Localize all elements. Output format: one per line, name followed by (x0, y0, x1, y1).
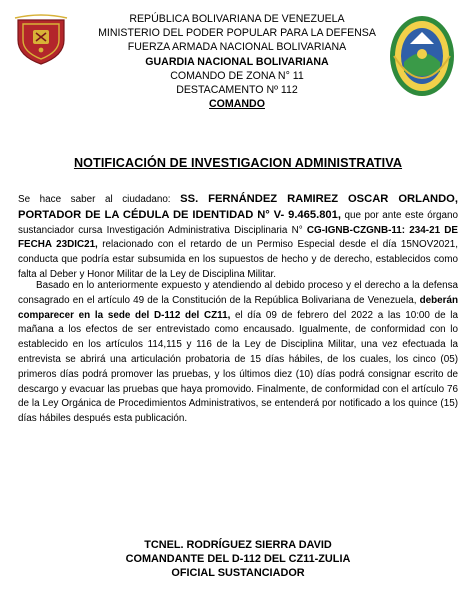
header-line-fanb: FUERZA ARMADA NACIONAL BOLIVARIANA (127, 41, 347, 54)
header-line-zona: COMANDO DE ZONA N° 11 (170, 69, 304, 82)
signature-role: OFICIAL SUSTANCIADOR (171, 566, 305, 579)
p2-intro: Basado en lo anteriormente expuesto y atendiendo al debido proceso y el derecho a la defensa consagrado en el artículo 49 de la Constitución de la República Bolivariana de Venezuela, (18, 280, 458, 306)
paragraph-notice (18, 192, 458, 283)
p1-intro: Se hace saber al ciudadano: (18, 194, 181, 205)
header-line-republic: REPÚBLICA BOLIVARIANA DE VENEZUELA (129, 13, 345, 25)
header-line-comando: COMANDO (209, 98, 265, 111)
p1-body: que por ante este órgano sustanciador cursa Investigación Administrativa Disciplinaria N° (18, 209, 458, 236)
p1-case-number: CG-IGNB-CZGNB-11: 234-21 DE FECHA 23DIC21, (18, 224, 458, 251)
p2-appearance: deberán comparecer en la sede del D-112 del CZ11, (18, 294, 458, 321)
signature-block (0, 539, 476, 580)
p1-citizen-name: SS. FERNÁNDEZ RAMIREZ OSCAR ORLANDO, PORTADOR DE LA CÉDULA DE IDENTIDAD N° V- 9.465.801, (18, 193, 458, 221)
header-line-destacamento: DESTACAMENTO Nº 112 (176, 84, 298, 97)
p2-body: el día 09 de febrero del 2022 a las 10:00 de la mañana a los efectos de ser entrevistado como encausado. Igualmente, de conformidad con lo establecido en los artículos 114,115 y 116 de la Ley de Disciplina Militar, una vez efectuada la entrevista se abrirá una articulación probatoria de 15 días hábiles, de los cuales, los cinco (05) primeros días podrá promover las pruebas, y los últimos diez (10) días podrá consignar escrito de descargo y evacuar las pruebas que haya promovido. Finalmente, de conformidad con el artículo 76 de la Ley Orgánica de Procedimientos Administrativos, se entenderá por notificado a los quince (15) días hábiles después esta publicación. (18, 309, 458, 425)
document-title: NOTIFICACIÓN DE INVESTIGACION ADMINISTRATIVA (73, 156, 403, 170)
gnb-crest-logo (12, 14, 70, 66)
header-line-gnb: GUARDIA NACIONAL BOLIVARIANA (145, 55, 329, 68)
letterhead (70, 12, 404, 111)
paragraph-summons (18, 279, 458, 427)
header-line-ministry: MINISTERIO DEL PODER POPULAR PARA LA DEFENSA (98, 27, 376, 40)
signature-position: COMANDANTE DEL D-112 DEL CZ11-ZULIA (125, 552, 351, 565)
p1-body-end: relacionado con el retardo de un Permiso Especial desde el día 15NOV2021, conducta que podría estar subsumida en los supuestos de hecho y de derecho, establecidos como falta al Deber y Honor Militar de la Ley de Disciplina Militar. (18, 239, 458, 280)
signature-name: TCNEL. RODRÍGUEZ SIERRA DAVID (144, 539, 332, 551)
